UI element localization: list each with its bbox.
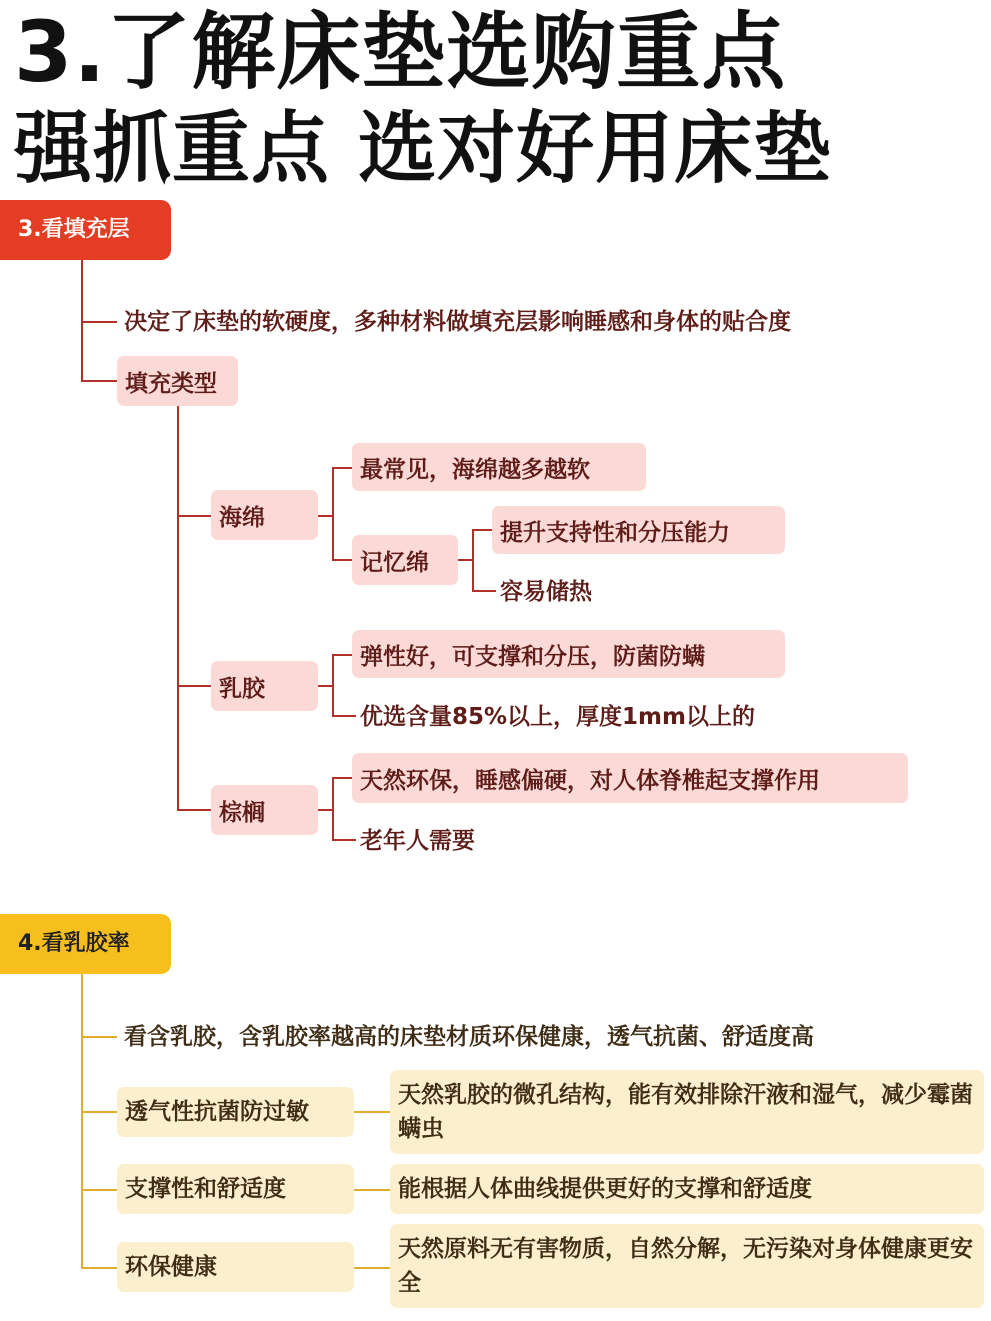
section-4-heading: 4.看乳胶率 — [0, 914, 171, 974]
breathable-desc: 天然乳胶的微孔结构，能有效排除汗液和湿气，减少霉菌螨虫 — [390, 1070, 984, 1154]
section-3-heading: 3.看填充层 — [0, 200, 171, 260]
support-comfort-desc: 能根据人体曲线提供更好的支撑和舒适度 — [390, 1164, 984, 1214]
sponge-common-node: 最常见，海绵越多越软 — [352, 443, 646, 491]
latex-choose-text: 优选含量85%以上，厚度1mm以上的 — [360, 704, 755, 730]
eco-health-desc: 天然原料无有害物质，自然分解，无污染对身体健康更安全 — [390, 1224, 984, 1308]
page-subtitle: 强抓重点 选对好用床垫 — [14, 104, 833, 194]
section-4-intro: 看含乳胶，含乳胶率越高的床垫材质环保健康，透气抗菌、舒适度高 — [124, 1024, 814, 1050]
page-title: 3.了解床垫选购重点 — [14, 3, 787, 101]
memory-support-node: 提升支持性和分压能力 — [492, 506, 785, 554]
section-3-intro: 决定了床垫的软硬度，多种材料做填充层影响睡感和身体的贴合度 — [124, 309, 791, 335]
support-comfort-node: 支撑性和舒适度 — [117, 1164, 354, 1214]
latex-elastic-node: 弹性好，可支撑和分压，防菌防螨 — [352, 630, 785, 678]
sponge-node: 海绵 — [211, 490, 318, 540]
latex-node: 乳胶 — [211, 661, 318, 711]
palm-elderly-text: 老年人需要 — [360, 828, 475, 854]
eco-health-node: 环保健康 — [117, 1242, 354, 1292]
palm-eco-node: 天然环保，睡感偏硬，对人体脊椎起支撑作用 — [352, 753, 908, 803]
fill-types-node: 填充类型 — [117, 356, 238, 406]
memory-foam-node: 记忆绵 — [352, 535, 458, 585]
memory-heat-text: 容易储热 — [500, 579, 592, 605]
breathable-node: 透气性抗菌防过敏 — [117, 1087, 354, 1137]
palm-node: 棕榈 — [211, 785, 318, 835]
